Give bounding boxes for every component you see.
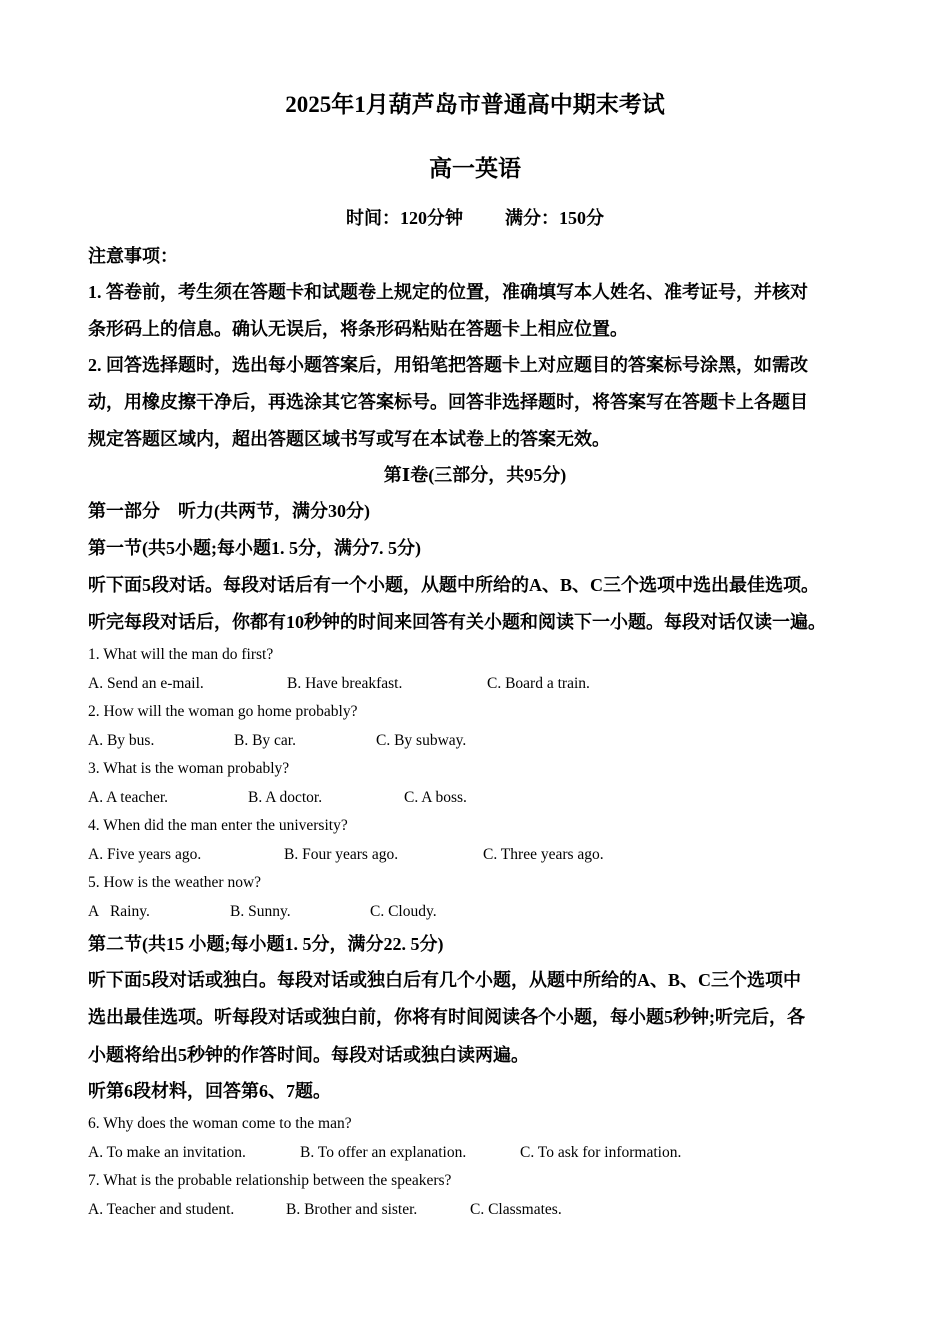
question-5: 5. How is the weather now?: [88, 874, 262, 891]
section2-instruction-2: 选出最佳选项。听每段对话或独白前，你将有时间阅读各个小题，每小题5秒钟;听完后，各: [88, 1007, 805, 1027]
q4-option-c: C. Three years ago.: [483, 846, 604, 863]
note-2-line-3: 规定答题区域内，超出答题区域书写或写在本试卷上的答案无效。: [88, 429, 610, 449]
q7-option-c: C. Classmates.: [470, 1201, 562, 1218]
q1-option-a: A. Send an e-mail.: [88, 675, 204, 692]
part1-heading: 第一部分 听力(共两节，满分30分): [88, 501, 370, 521]
q2-option-a: A. By bus.: [88, 732, 155, 749]
q5-option-a: A Rainy.: [88, 903, 150, 920]
exam-info: [0, 204, 950, 230]
score-info: 满分：150分: [505, 208, 604, 228]
section2-heading: 第二节(共15 小题;每小题1. 5分，满分22. 5分): [88, 934, 444, 954]
q3-option-c: C. A boss.: [404, 789, 467, 806]
q1-option-b: B. Have breakfast.: [287, 675, 403, 692]
exam-title: 2025年1月葫芦岛市普通高中期末考试: [285, 92, 665, 117]
q5-option-b: B. Sunny.: [230, 903, 291, 920]
q3-option-a: A. A teacher.: [88, 789, 169, 806]
section1-heading: 第一节(共5小题;每小题1. 5分，满分7. 5分): [88, 538, 421, 558]
time-info: 时间：120分钟: [346, 208, 463, 228]
q4-option-a: A. Five years ago.: [88, 846, 202, 863]
note-1-line-1: 1. 答卷前，考生须在答题卡和试题卷上规定的位置，准确填写本人姓名、准考证号，并核对: [88, 282, 808, 302]
question-6: 6. Why does the woman come to the man?: [88, 1115, 352, 1132]
section1-instruction-1: 听下面5段对话。每段对话后有一个小题，从题中所给的A、B、C三个选项中选出最佳选项。: [88, 575, 819, 595]
material-6-heading: 听第6段材料，回答第6、7题。: [88, 1081, 331, 1101]
question-2: 2. How will the woman go home probably?: [88, 703, 358, 720]
q6-option-b: B. To offer an explanation.: [300, 1144, 467, 1161]
q5-option-c: C. Cloudy.: [370, 903, 437, 920]
question-3: 3. What is the woman probably?: [88, 760, 290, 777]
question-4: 4. When did the man enter the university?: [88, 817, 348, 834]
q6-option-c: C. To ask for information.: [520, 1144, 682, 1161]
section2-instruction-3: 小题将给出5秒钟的作答时间。每段对话或独白读两遍。: [88, 1045, 529, 1065]
note-1-line-2: 条形码上的信息。确认无误后，将条形码粘贴在答题卡上相应位置。: [88, 319, 628, 339]
question-7: 7. What is the probable relationship between the speakers?: [88, 1172, 452, 1189]
section2-instruction-1: 听下面5段对话或独白。每段对话或独白后有几个小题，从题中所给的A、B、C三个选项中: [88, 970, 801, 990]
notes-heading: 注意事项：: [88, 246, 178, 266]
q4-option-b: B. Four years ago.: [284, 846, 399, 863]
q2-option-c: C. By subway.: [376, 732, 467, 749]
subject-title: 高一英语: [429, 156, 521, 181]
q1-option-c: C. Board a train.: [487, 675, 590, 692]
question-1: 1. What will the man do first?: [88, 646, 274, 663]
q6-option-a: A. To make an invitation.: [88, 1144, 246, 1161]
q2-option-b: B. By car.: [234, 732, 296, 749]
note-2-line-1: 2. 回答选择题时，选出每小题答案后，用铅笔把答题卡上对应题目的答案标号涂黑，如需改: [88, 355, 808, 375]
q7-option-a: A. Teacher and student.: [88, 1201, 235, 1218]
q7-option-b: B. Brother and sister.: [286, 1201, 418, 1218]
volume-heading: 第Ⅰ卷(三部分，共95分): [383, 465, 567, 485]
note-2-line-2: 动，用橡皮擦干净后，再选涂其它答案标号。回答非选择题时，将答案写在答题卡上各题目: [88, 392, 808, 412]
section1-instruction-2: 听完每段对话后，你都有10秒钟的时间来回答有关小题和阅读下一小题。每段对话仅读一遍。: [88, 612, 826, 632]
q3-option-b: B. A doctor.: [248, 789, 323, 806]
